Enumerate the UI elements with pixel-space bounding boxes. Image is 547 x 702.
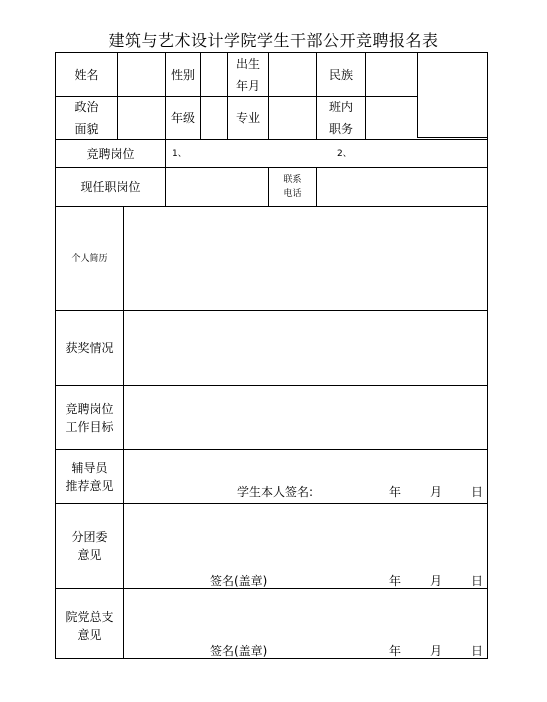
form-title: 建筑与艺术设计学院学生干部公开竞聘报名表 xyxy=(108,31,439,50)
league-label xyxy=(56,504,123,588)
party-sign-line xyxy=(210,642,350,659)
choice1-label: 1、 xyxy=(172,148,187,159)
league-sign-line xyxy=(210,572,350,589)
class-post-label-line1: 班内 xyxy=(328,100,353,114)
party-seal-label: 签名(盖章) xyxy=(210,644,268,658)
gender-label: 性别 xyxy=(170,67,195,82)
name-label: 姓名 xyxy=(74,67,99,82)
photo-box[interactable] xyxy=(418,53,487,137)
goals-label-line2: 工作目标 xyxy=(65,419,114,434)
contact-label-line1: 联系 xyxy=(283,175,302,185)
grade-field[interactable] xyxy=(201,97,227,139)
birth-label-line1: 出生 xyxy=(235,56,260,71)
major-label: 专业 xyxy=(235,111,260,125)
birth-label xyxy=(228,53,268,96)
counselor-day: 日 xyxy=(471,485,484,499)
party-label-line2: 意见 xyxy=(77,628,102,642)
league-label-line1: 分团委 xyxy=(71,530,108,544)
party-signature-blank[interactable] xyxy=(268,646,350,659)
counselor-label xyxy=(56,450,123,503)
name-field[interactable] xyxy=(118,53,165,96)
choice2-label: 2、 xyxy=(337,148,352,159)
contact-label-line2: 电话 xyxy=(283,189,302,199)
class-post-field[interactable] xyxy=(366,97,417,139)
league-seal-label: 签名(盖章) xyxy=(210,574,268,588)
league-label-line2: 意见 xyxy=(77,548,102,562)
gender-field[interactable] xyxy=(201,53,227,96)
league-signature-blank[interactable] xyxy=(268,576,350,589)
goals-label xyxy=(56,386,123,449)
goals-field[interactable] xyxy=(124,386,487,449)
awards-field[interactable] xyxy=(124,311,487,385)
resume-label: 个人简历 xyxy=(71,253,108,264)
awards-label: 获奖情况 xyxy=(65,341,114,355)
class-post-label xyxy=(317,97,365,139)
party-label-line1: 院党总支 xyxy=(65,610,114,624)
counselor-label-line1: 辅导员 xyxy=(71,460,108,475)
counselor-year: 年 xyxy=(389,485,402,499)
political-field[interactable] xyxy=(118,97,165,139)
birth-field[interactable] xyxy=(269,53,316,96)
goals-label-line1: 竞聘岗位 xyxy=(65,401,114,416)
student-sign-label: 学生本人签名: xyxy=(237,485,314,499)
political-label xyxy=(56,97,117,139)
counselor-label-line2: 推荐意见 xyxy=(65,478,114,493)
choice1-field[interactable] xyxy=(172,140,322,167)
league-year: 年 xyxy=(389,574,402,588)
counselor-month: 月 xyxy=(430,485,443,499)
current-post-field[interactable] xyxy=(166,168,268,206)
apply-post-label: 竞聘岗位 xyxy=(86,146,135,161)
league-day: 日 xyxy=(471,574,484,588)
birth-label-line2: 年月 xyxy=(235,78,260,93)
party-month: 月 xyxy=(430,644,443,658)
contact-label xyxy=(269,168,316,206)
grade-label: 年级 xyxy=(170,111,195,125)
political-label-line1: 政治 xyxy=(74,100,99,114)
party-year: 年 xyxy=(389,644,402,658)
current-post-label: 现任职岗位 xyxy=(80,180,141,194)
choice2-field[interactable] xyxy=(337,140,477,167)
ethnicity-label: 民族 xyxy=(328,67,353,82)
league-month: 月 xyxy=(430,574,443,588)
party-day: 日 xyxy=(471,644,484,658)
ethnicity-field[interactable] xyxy=(366,53,417,96)
major-field[interactable] xyxy=(269,97,316,139)
class-post-label-line2: 职务 xyxy=(328,122,353,136)
political-label-line2: 面貌 xyxy=(74,122,99,136)
contact-field[interactable] xyxy=(317,168,487,206)
resume-field[interactable] xyxy=(124,207,487,310)
party-label xyxy=(56,589,123,658)
